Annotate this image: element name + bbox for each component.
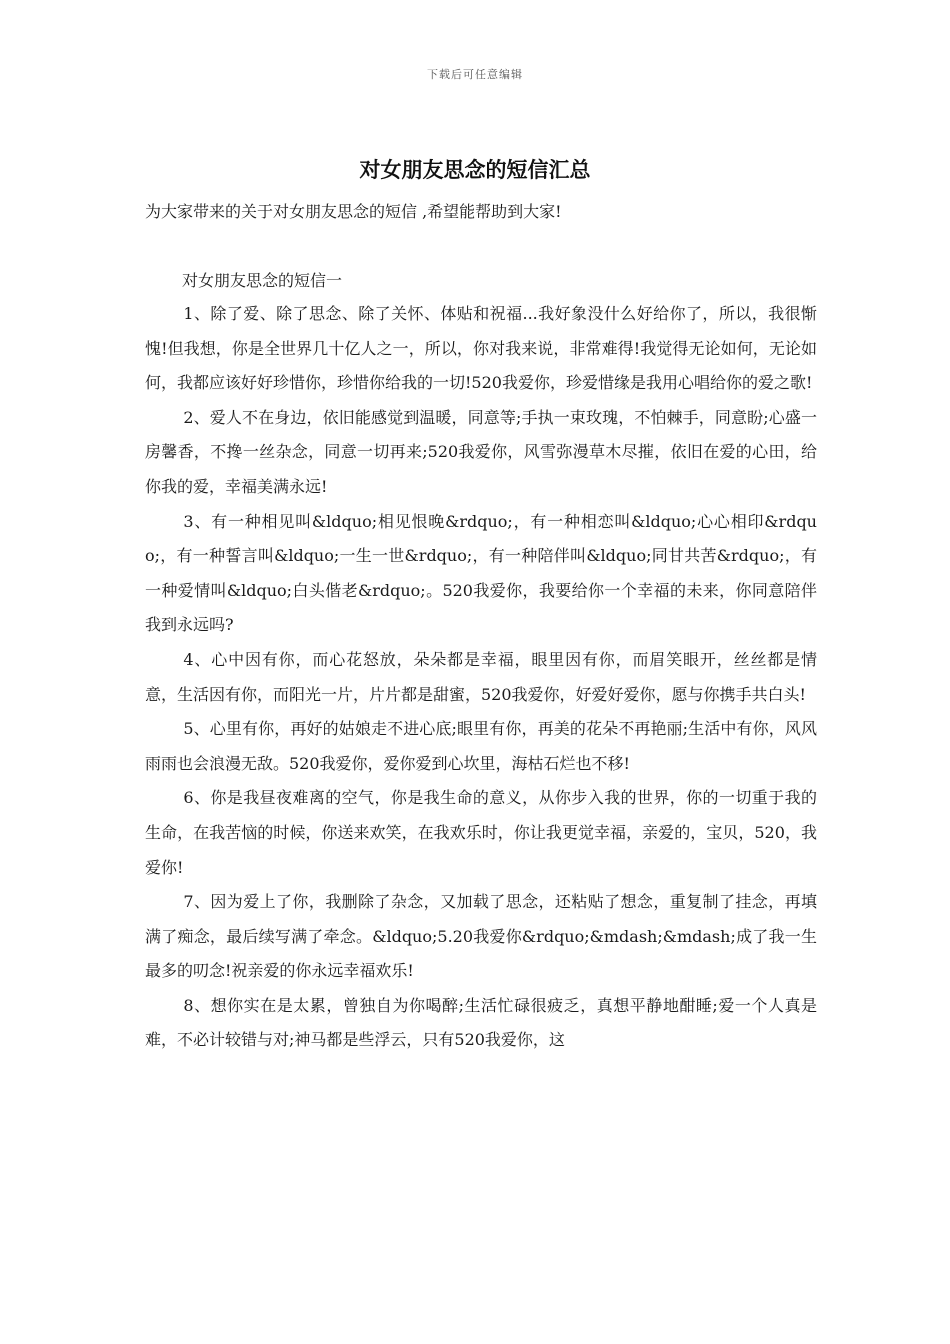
intro-text: 为大家带来的关于对女朋友思念的短信 ,希望能帮助到大家! — [145, 202, 562, 221]
paragraph: 1、除了爱、除了思念、除了关怀、体贴和祝福...我好象没什么好给你了，所以，我很惭愧!但我想，你是全世界几十亿人之一，所以，你对我来说，非常难得!我觉得无论如何，无论如何，我都应该好好珍惜你，珍惜你给我的一切!520我爱你，珍爱惜缘是我用心唱给你的爱之歌! — [145, 304, 817, 393]
section-heading: 对女朋友思念的短信一 — [182, 271, 343, 290]
header-note: 下载后可任意编辑 — [427, 68, 523, 81]
body-text — [145, 297, 817, 1058]
document-title: 对女朋友思念的短信汇总 — [359, 157, 591, 182]
paragraph: 5、心里有你，再好的姑娘走不进心底;眼里有你，再美的花朵不再艳丽;生活中有你，风风雨雨也会浪漫无敌。520我爱你，爱你爱到心坎里，海枯石烂也不移! — [145, 719, 817, 773]
paragraph: 2、爱人不在身边，依旧能感觉到温暖，同意等;手执一束玫瑰，不怕棘手，同意盼;心盛一房馨香，不搀一丝杂念，同意一切再来;520我爱你，风雪弥漫草木尽摧，依旧在爱的心田，给你我的爱，幸福美满永远! — [145, 407, 817, 496]
paragraph: 7、因为爱上了你，我删除了杂念，又加载了思念，还粘贴了想念，重复制了挂念，再填满了痴念，最后续写满了牵念。&ldquo;5.20我爱你&rdquo;&mdash;&mdash;成了我一生最多的叨念!祝亲爱的你永远幸福欢乐! — [145, 892, 817, 981]
paragraph: 4、心中因有你，而心花怒放，朵朵都是幸福，眼里因有你，而眉笑眼开，丝丝都是情意，生活因有你，而阳光一片，片片都是甜蜜，520我爱你，好爱好爱你，愿与你携手共白头! — [145, 649, 817, 704]
paragraph: 3、有一种相见叫&ldquo;相见恨晚&rdquo;，有一种相恋叫&ldquo;心心相印&rdquo;，有一种誓言叫&ldquo;一生一世&rdquo;，有一种陪伴叫&ldquo;同甘共苦&rdquo;，有一种爱情叫&ldquo;白头偕老&rdquo;。520我爱你，我要给你一个幸福的未来，你同意陪伴我到永远吗? — [145, 511, 817, 635]
paragraph: 6、你是我昼夜难离的空气，你是我生命的意义，从你步入我的世界，你的一切重于我的生命，在我苦恼的时候，你送来欢笑，在我欢乐时，你让我更觉幸福，亲爱的，宝贝，520，我爱你! — [145, 788, 817, 877]
paragraph: 8、想你实在是太累，曾独自为你喝醉;生活忙碌很疲乏，真想平静地酣睡;爱一个人真是难，不必计较错与对;神马都是些浮云，只有520我爱你，这 — [145, 995, 817, 1050]
